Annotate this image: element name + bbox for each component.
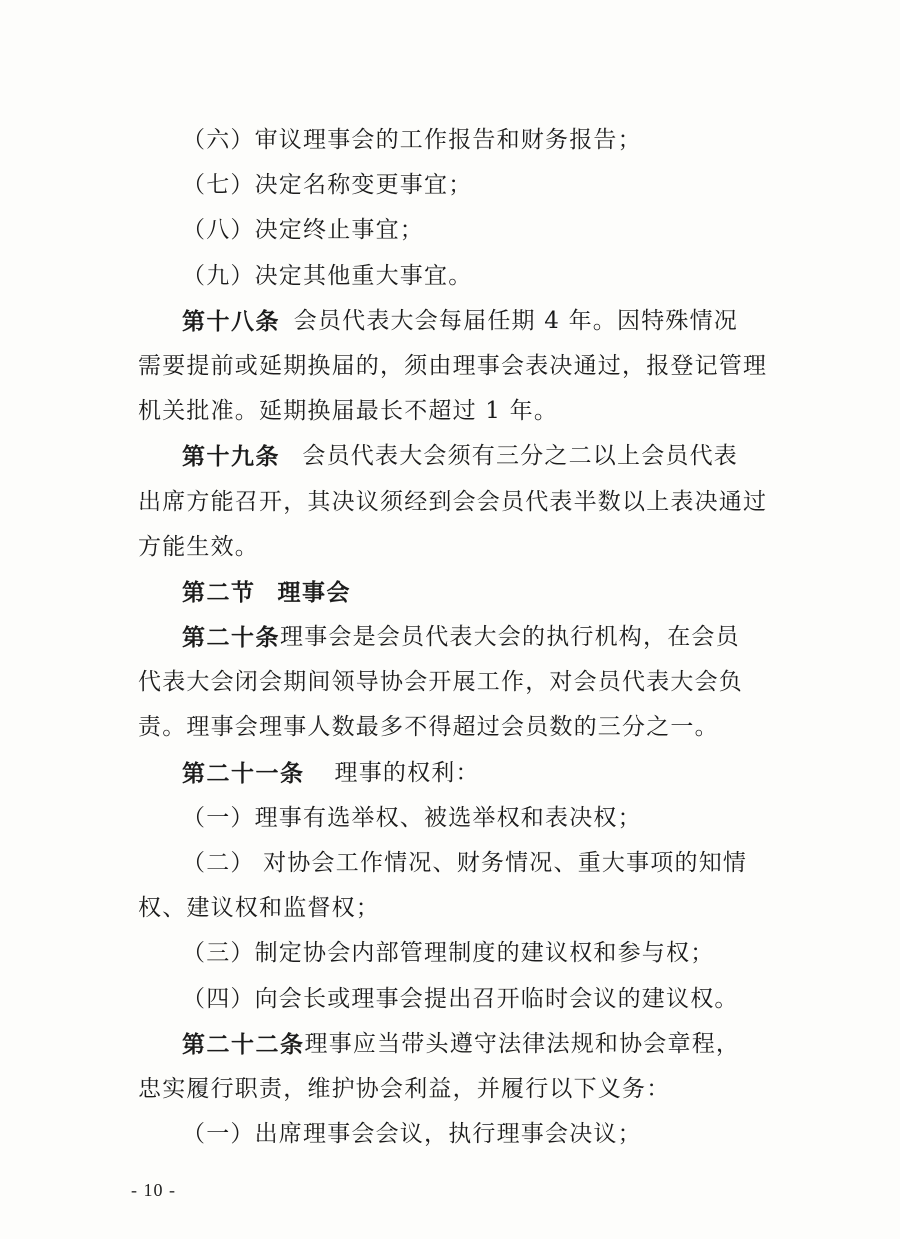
article-line [138,751,738,796]
line-text: （二） 对协会工作情况、财务情况、重大事项的知情 [182,850,748,876]
article-heading: 第十八条 [182,307,280,335]
text-line [138,118,738,163]
text-line [138,480,768,525]
text-line [138,660,743,705]
text-line [138,705,738,750]
heading-gap [256,570,278,615]
document-body [138,118,768,1157]
article-line [138,299,738,344]
line-text: 理事的权利： [334,759,480,786]
section-title: 理事会 [277,578,351,606]
line-text: 出席方能召开，其决议须经到会会员代表半数以上表决通过 [138,488,768,515]
heading-gap [305,751,335,796]
line-text: 权、建议权和监督权； [138,895,380,922]
article-line [138,615,738,660]
line-text: （四）向会长或理事会提出召开临时会议的建议权。 [182,985,739,1012]
line-text: （一）理事有选举权、被选举权和表决权； [182,804,642,831]
article-heading: 第二十条 [182,624,280,652]
text-line [138,931,738,976]
line-text: （三）制定协会内部管理制度的建议权和参与权； [182,940,715,967]
section-heading-line [138,570,738,615]
line-text: 机关批准。延期换届最长不超过 1 年。 [138,398,559,425]
line-text: 忠实履行职责，维护协会利益，并履行以下义务： [138,1075,671,1102]
line-text: 理事会是会员代表大会的执行机构，在会员 [280,624,740,651]
line-text: （七）决定名称变更事宜； [182,172,473,199]
text-line [138,163,738,208]
text-line [138,344,768,389]
text-line [138,389,738,434]
article-line [138,434,738,479]
section-number: 第二节 [182,578,256,606]
text-line [138,254,738,299]
line-text: 方能生效。 [138,533,259,560]
heading-gap [280,299,294,344]
line-text: （九）决定其他重大事宜。 [182,262,473,289]
line-text: 会员代表大会须有三分之二以上会员代表 [302,443,738,470]
heading-gap [280,434,302,479]
text-line [138,977,738,1022]
text-line [138,525,738,570]
line-text: 代表大会闭会期间领导协会开展工作，对会员代表大会负 [138,669,743,696]
text-line [138,886,738,931]
line-text: （一）出席理事会会议，执行理事会决议； [182,1121,642,1148]
line-text: （六）审议理事会的工作报告和财务报告； [182,127,642,153]
line-text: 理事应当带头遵守法律法规和协会章程， [304,1030,741,1057]
page-number: - 10 - [131,1180,176,1200]
article-heading: 第二十二条 [182,1030,305,1058]
text-line [138,796,738,841]
article-line [138,1022,741,1067]
line-text: 需要提前或延期换届的，须由理事会表决通过，报登记管理 [138,352,768,379]
line-text: （八）决定终止事宜； [182,217,424,244]
article-heading: 第二十一条 [182,759,305,787]
line-text: 责。理事会理事人数最多不得超过会员数的三分之一。 [138,714,719,741]
text-line [138,1067,738,1112]
line-text: 会员代表大会每届任期 4 年。因特殊情况 [293,307,738,334]
text-line [138,208,738,253]
text-line [138,841,748,886]
article-heading: 第十九条 [182,443,280,471]
text-line [138,1112,738,1157]
